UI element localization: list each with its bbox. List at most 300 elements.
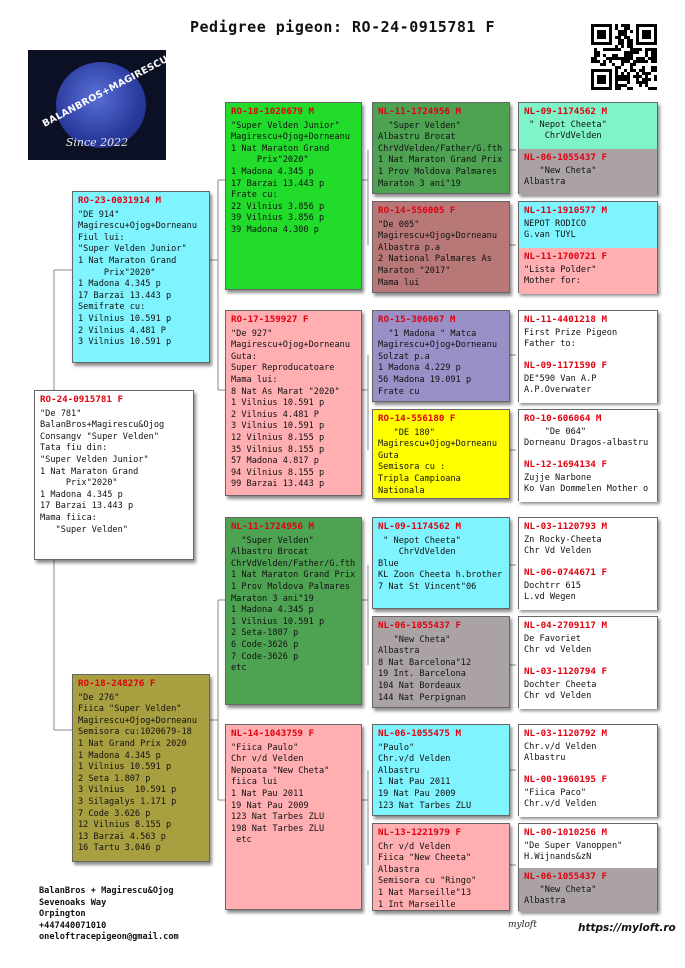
pedigree-line: NEPOT RODICO [524, 218, 587, 229]
pedigree-line: De Favoriet [524, 633, 581, 644]
pedigree-line: 94 Vilnius 8.155 p [231, 467, 325, 478]
pedigree-line: 6 Code-3626 p [231, 639, 299, 650]
gen5-lines [524, 535, 652, 558]
qr-module [615, 66, 618, 69]
pedigree-line: "De 005" [378, 219, 420, 230]
qr-module [603, 48, 606, 51]
qr-module [621, 84, 624, 87]
sire-card [72, 191, 210, 363]
gen3-card-2 [225, 310, 362, 496]
gen5-lines [524, 742, 652, 765]
qr-module [648, 87, 651, 90]
qr-module [627, 87, 630, 90]
pedigree-line: Prix"2020" [78, 267, 156, 278]
qr-module [624, 33, 627, 36]
qr-finder [597, 30, 606, 39]
gen4-lines [378, 220, 504, 290]
pedigree-line: "Super Velden" [40, 524, 128, 535]
qr-module [609, 48, 612, 51]
gen5-ring-id: NL-06-1055437 F [524, 871, 607, 882]
qr-module [633, 63, 636, 66]
qr-module [624, 36, 627, 39]
gen5-ring-id: NL-03-1120793 M [524, 521, 607, 532]
pedigree-line: 8 Nat As Marat "2020" [231, 386, 340, 397]
gen4-card-2 [372, 201, 510, 293]
pedigree-line: 99 Barzai 13.443 p [231, 479, 325, 490]
gen4-ring-id: NL-11-1724956 M [378, 106, 461, 117]
qr-module [636, 75, 639, 78]
qr-module [645, 72, 648, 75]
pedigree-line: 1 Madona 4.345 p [78, 279, 161, 290]
qr-module [621, 78, 624, 81]
qr-module [612, 54, 615, 57]
pedigree-line: 123 Nat Tarbes ZLU [378, 800, 472, 811]
logo-text: BALANBROS+MAGIRESCU+OJOG [40, 36, 203, 130]
pedigree-line: 3 Vilnius 10.591 p [231, 421, 325, 432]
pedigree-line: 1 Madona 4.345 p [40, 489, 123, 500]
pedigree-line: Mama lui: [231, 374, 278, 385]
qr-module [627, 51, 630, 54]
pedigree-line: Chr.v/d Velden [524, 799, 597, 810]
gen5-box-8 [518, 823, 658, 911]
qr-module [624, 57, 627, 60]
pedigree-line: 7 Code-3626 p [231, 651, 299, 662]
pedigree-line: 3 Silagalys 1.171 p [78, 796, 177, 807]
qr-module [630, 57, 633, 60]
qr-module [630, 54, 633, 57]
gen3-card-3 [225, 517, 362, 705]
pedigree-line: "1 Madona " Matca [378, 328, 477, 339]
gen5-dam [519, 868, 657, 912]
qr-module [633, 75, 636, 78]
pedigree-line: 1 Int Marseille [378, 899, 456, 910]
gen3-lines [231, 536, 356, 675]
pedigree-line: 39 Madona 4.300 p [231, 224, 319, 235]
qr-module [603, 54, 606, 57]
pedigree-line: 35 Vilnius 8.155 p [231, 444, 325, 455]
pedigree-line: Chr.v/d Velden [378, 754, 451, 765]
gen3-ring-id: NL-11-1724956 M [231, 521, 314, 532]
pedigree-line: "Paulo" [378, 742, 415, 753]
qr-module [618, 87, 621, 90]
qr-module [627, 27, 630, 30]
pedigree-line: Dochter Cheeta [524, 679, 597, 690]
gen5-ring-id: RO-10-606064 M [524, 413, 602, 424]
qr-module [630, 39, 633, 42]
gen5-box-7 [518, 724, 658, 816]
qr-module [654, 54, 657, 57]
qr-module [618, 42, 621, 45]
pedigree-line: 1 Nat Pau 2011 [378, 777, 451, 788]
breeder-logo [28, 36, 203, 160]
qr-module [621, 57, 624, 60]
gen3-lines [231, 743, 356, 847]
dam-lines [78, 693, 204, 855]
pedigree-line: Dorneanu Dragos-albastru [524, 438, 649, 449]
qr-module [651, 60, 654, 63]
qr-module [618, 39, 621, 42]
pedigree-line: 1 Madona 4.229 p [378, 363, 461, 374]
pedigree-line: Mother for: [524, 276, 581, 287]
qr-module [615, 78, 618, 81]
qr-module [627, 75, 630, 78]
pedigree-line: 1 Nat Maraton Grand [78, 255, 177, 266]
qr-module [627, 42, 630, 45]
qr-module [612, 57, 615, 60]
pedigree-line: 144 Nat Perpignan [378, 692, 466, 703]
qr-module [624, 69, 627, 72]
pedigree-line: 1 Nat Maraton Grand [40, 466, 139, 477]
pedigree-line: etc [231, 663, 247, 674]
qr-module [627, 36, 630, 39]
qr-module [615, 48, 618, 51]
pedigree-line: DE"590 Van A.P [524, 373, 597, 384]
qr-module [615, 45, 618, 48]
pedigree-line: Chr vd Velden [524, 645, 592, 656]
gen4-card-3 [372, 310, 510, 402]
pedigree-line: Chr vd Velden [524, 691, 592, 702]
qr-module [600, 63, 603, 66]
qr-module [630, 42, 633, 45]
qr-module [615, 72, 618, 75]
pedigree-line: 19 Int. Barcelona [378, 669, 466, 680]
pedigree-line: etc [231, 835, 252, 846]
pedigree-line: First Prize Pigeon [524, 327, 618, 338]
qr-module [636, 72, 639, 75]
qr-module [651, 48, 654, 51]
qr-module [630, 48, 633, 51]
qr-module [624, 84, 627, 87]
pedigree-line: Ko Van Dommelen Mother o [524, 484, 649, 495]
gen4-ring-id: NL-06-1055437 F [378, 620, 461, 631]
pedigree-line: Frate cu [378, 386, 420, 397]
gen5-dam [519, 456, 657, 502]
pedigree-line: Mama lui [378, 277, 420, 288]
gen5-dam [519, 248, 657, 294]
gen4-card-5 [372, 517, 510, 609]
qr-module [642, 66, 645, 69]
gen3-card-4 [225, 724, 362, 910]
gen4-card-1 [372, 102, 510, 194]
pedigree-line: Albastru Brocat [378, 132, 456, 143]
qr-module [648, 57, 651, 60]
qr-module [636, 78, 639, 81]
gen5-lines [524, 219, 652, 242]
qr-module [627, 72, 630, 75]
gen5-lines [524, 581, 652, 604]
qr-module [621, 63, 624, 66]
pedigree-line: 39 Vilnius 3.856 p [231, 213, 325, 224]
dam-ring-id: RO-18-248276 F [78, 678, 156, 689]
gen4-card-4 [372, 409, 510, 499]
pedigree-line: Nationala [378, 485, 425, 496]
qr-module [618, 48, 621, 51]
gen5-lines [524, 473, 652, 496]
pedigree-line: 3 Vilnius 10.591 p [78, 785, 177, 796]
gen5-sire [519, 824, 657, 868]
pedigree-line: Albastra [524, 177, 566, 188]
gen5-dam [519, 771, 657, 817]
gen5-lines [524, 841, 652, 864]
pedigree-line: 16 Tartu 3.046 p [78, 843, 161, 854]
pedigree-line: Chr.v/d Velden [524, 741, 597, 752]
qr-module [621, 30, 624, 33]
qr-module [642, 57, 645, 60]
qr-module [639, 75, 642, 78]
pedigree-line: "Super Velden Junior" [40, 454, 149, 465]
pedigree-line: Zn Rocky-Cheeta [524, 534, 602, 545]
pedigree-line: ChrVdVelden [524, 131, 602, 142]
pedigree-line: Prix"2020" [40, 478, 118, 489]
pedigree-line: " Nepot Cheeta" [524, 119, 607, 130]
qr-module [594, 48, 597, 51]
qr-module [624, 24, 627, 27]
pedigree-line: Magirescu+Ojog+Dorneanu [231, 340, 350, 351]
qr-module [615, 27, 618, 30]
qr-module [615, 69, 618, 72]
qr-module [642, 69, 645, 72]
qr-module [651, 87, 654, 90]
gen5-ring-id: NL-11-1700721 F [524, 251, 607, 262]
gen5-box-1 [518, 102, 658, 194]
qr-module [645, 81, 648, 84]
gen5-ring-id: NL-11-1910577 M [524, 205, 607, 216]
pedigree-line: 1 Nat Marseille"13 [378, 887, 472, 898]
qr-module [621, 75, 624, 78]
qr-module [630, 63, 633, 66]
pedigree-line: 17 Barzai 13.443 p [40, 501, 134, 512]
qr-module [615, 84, 618, 87]
pedigree-line: 13 Barzai 4.563 p [78, 831, 166, 842]
qr-module [618, 57, 621, 60]
pedigree-line: "De 064" [524, 426, 587, 437]
gen5-lines [524, 166, 652, 189]
pedigree-line: 1 Vilnius 10.591 p [231, 398, 325, 409]
gen5-ring-id: NL-04-2709117 M [524, 620, 607, 631]
gen5-ring-id: NL-06-0744671 F [524, 567, 607, 578]
qr-module [618, 84, 621, 87]
gen5-ring-id: NL-03-1120792 M [524, 728, 607, 739]
qr-module [609, 60, 612, 63]
qr-module [624, 60, 627, 63]
pedigree-line: "DE 914" [78, 209, 120, 220]
qr-module [615, 36, 618, 39]
pedigree-line: Albastru [378, 765, 420, 776]
qr-module [627, 45, 630, 48]
qr-module [654, 66, 657, 69]
qr-module [627, 60, 630, 63]
pedigree-line: 2 Seta 1.807 p [78, 773, 151, 784]
pedigree-line: Maraton 3 ani"19 [378, 178, 461, 189]
pedigree-line: Dochtrr 615 [524, 580, 581, 591]
gen4-lines [378, 329, 504, 399]
qr-module [645, 54, 648, 57]
qr-module [627, 57, 630, 60]
gen5-sire [519, 103, 657, 149]
gen5-box-6 [518, 616, 658, 708]
qr-module [627, 81, 630, 84]
qr-module [603, 60, 606, 63]
pedigree-line: Maraton 3 ani"19 [231, 593, 314, 604]
pedigree-line: 1 Madona 4.345 p [231, 605, 314, 616]
pedigree-line: "Super Velden" [231, 535, 314, 546]
qr-module [654, 57, 657, 60]
qr-module [654, 48, 657, 51]
qr-module [633, 60, 636, 63]
pedigree-line: Fiica "New Cheeta" [378, 853, 472, 864]
qr-module [621, 42, 624, 45]
qr-module [645, 78, 648, 81]
pedigree-line: 2 National Palmares As [378, 254, 492, 265]
gen5-box-5 [518, 517, 658, 609]
qr-module [651, 69, 654, 72]
gen5-ring-id: NL-00-1010256 M [524, 827, 607, 838]
qr-module [609, 57, 612, 60]
gen5-lines [524, 328, 652, 351]
pedigree-line: "DE 180" [378, 427, 435, 438]
qr-module [612, 63, 615, 66]
qr-module [618, 36, 621, 39]
qr-module [633, 51, 636, 54]
qr-module [648, 78, 651, 81]
pedigree-line: 1 Nat Maraton Grand Prix [378, 155, 503, 166]
pedigree-line: Super Reproducatoare [231, 363, 335, 374]
pedigree-line: Tata fiu din: [40, 443, 108, 454]
qr-module [621, 60, 624, 63]
gen4-lines [378, 635, 504, 705]
qr-module [603, 63, 606, 66]
gen5-box-2 [518, 201, 658, 293]
qr-module [612, 48, 615, 51]
website-link[interactable]: https://myloft.ro [578, 922, 676, 934]
pedigree-line: Mama fiica: [40, 512, 97, 523]
pedigree-line: Zujje Narbone [524, 472, 592, 483]
gen5-box-3 [518, 310, 658, 402]
qr-module [621, 39, 624, 42]
pedigree-line: "Fiica Paulo" [231, 742, 299, 753]
pedigree-line: " Nepot Cheeta" [378, 535, 461, 546]
qr-module [615, 81, 618, 84]
gen4-lines [378, 536, 504, 594]
qr-module [639, 60, 642, 63]
gen5-lines [524, 120, 652, 143]
pedigree-line: 2 Seta-1807 p [231, 628, 299, 639]
gen4-ring-id: NL-09-1174562 M [378, 521, 461, 532]
sire-lines [78, 210, 204, 349]
pedigree-line: 2 Vilnius 4.481 P [231, 409, 319, 420]
qr-finder [642, 30, 651, 39]
subject-lines [40, 409, 188, 537]
qr-module [654, 69, 657, 72]
qr-module [615, 57, 618, 60]
gen5-dam [519, 663, 657, 709]
gen5-lines [524, 427, 652, 450]
myloft-logo [508, 920, 537, 930]
qr-module [639, 81, 642, 84]
qr-module [624, 27, 627, 30]
gen5-ring-id: NL-03-1120794 F [524, 666, 607, 677]
gen5-lines [524, 788, 652, 811]
pedigree-line: Semisora cu : [378, 462, 446, 473]
qr-module [594, 51, 597, 54]
qr-module [618, 30, 621, 33]
pedigree-line: 1 Nat Grand Prix 2020 [78, 738, 187, 749]
gen5-dam [519, 564, 657, 610]
qr-module [639, 69, 642, 72]
qr-module [630, 66, 633, 69]
pedigree-line: Tripla Campioana [378, 473, 461, 484]
gen5-ring-id: NL-00-1960195 F [524, 774, 607, 785]
pedigree-line: KL Zoon Cheeta h.brother [378, 570, 503, 581]
pedigree-line: 1 Nat Pau 2011 [231, 788, 304, 799]
pedigree-line: Albastru Brocat [231, 547, 309, 558]
gen3-card-1 [225, 102, 362, 290]
pedigree-line: Albastra [524, 896, 566, 907]
gen5-sire [519, 518, 657, 564]
gen5-lines [524, 885, 652, 908]
qr-module [645, 84, 648, 87]
qr-module [618, 75, 621, 78]
qr-module [597, 51, 600, 54]
qr-module [621, 33, 624, 36]
pedigree-line: Prix"2020" [231, 155, 309, 166]
qr-module [624, 51, 627, 54]
pedigree-line: Maraton "2017" [378, 265, 451, 276]
gen5-lines [524, 374, 652, 397]
gen5-lines [524, 634, 652, 657]
pedigree-line: "New Cheta" [524, 165, 597, 176]
pedigree-line: 17 Barzai 13.443 p [78, 290, 172, 301]
gen5-sire [519, 410, 657, 456]
pedigree-line: L.vd Wegen [524, 592, 576, 603]
qr-module [615, 54, 618, 57]
gen5-sire [519, 725, 657, 771]
gen3-ring-id: RO-18-1020679 M [231, 106, 314, 117]
gen4-ring-id: RO-14-556180 F [378, 413, 456, 424]
pedigree-line: 8 Nat Barcelona"12 [378, 657, 472, 668]
subject-card [34, 390, 194, 560]
pedigree-line: H.Wijnands&zN [524, 852, 592, 863]
qr-module [639, 84, 642, 87]
qr-module [606, 48, 609, 51]
pedigree-line: 198 Nat Tarbes ZLU [231, 823, 325, 834]
pedigree-line: 57 Madona 4.817 p [231, 456, 319, 467]
pedigree-line: Solzat p.a [378, 351, 430, 362]
qr-module [627, 24, 630, 27]
qr-module [651, 54, 654, 57]
qr-module [642, 72, 645, 75]
pedigree-line: 19 Nat Pau 2009 [378, 788, 456, 799]
qr-module [654, 87, 657, 90]
qr-module [639, 57, 642, 60]
pedigree-line: Chr Vd Velden [524, 546, 592, 557]
qr-module [642, 60, 645, 63]
pedigree-line: 7 Code 3.626 p [78, 808, 151, 819]
pedigree-line: Semisora cu:1020679-18 [78, 727, 192, 738]
qr-module [615, 75, 618, 78]
qr-module [630, 45, 633, 48]
pedigree-line: Magirescu+Ojog+Dorneanu [378, 439, 497, 450]
qr-module [651, 66, 654, 69]
qr-module [633, 48, 636, 51]
pedigree-line: Magirescu+Ojog+Dorneanu [231, 132, 350, 143]
gen5-ring-id: NL-12-1694134 F [524, 459, 607, 470]
contact-line: BalanBros + Magirescu&Ojog [39, 886, 174, 896]
gen4-ring-id: NL-06-1055475 M [378, 728, 461, 739]
qr-module [618, 78, 621, 81]
qr-module [639, 48, 642, 51]
qr-module [615, 24, 618, 27]
